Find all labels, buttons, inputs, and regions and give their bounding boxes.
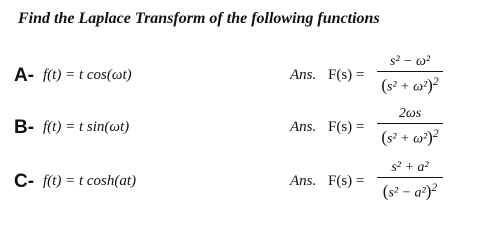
transform-fraction	[375, 158, 445, 201]
fraction-numerator: 2ωs	[398, 106, 422, 121]
denominator-power: 2	[431, 181, 438, 194]
fraction-numerator: s² + a²	[391, 160, 429, 175]
fraction-denominator: $(s^2 - a^2)^2$	[382, 181, 438, 201]
transform-fraction	[375, 104, 445, 147]
answer-label: Ans.	[290, 119, 317, 135]
page-heading: Find the Laplace Transform of the following functions	[18, 10, 380, 27]
denominator-inner: s² − a²	[388, 185, 426, 201]
denominator-inner: s² + ω²	[386, 79, 428, 95]
answer-label: Ans.	[290, 173, 317, 189]
function-expression: f(t) = t sin(ωt)	[43, 119, 130, 135]
function-expression: f(t) = t cosh(at)	[43, 173, 137, 189]
transform-lhs: F(s) =	[328, 119, 365, 135]
fraction-denominator: $(s^2 + \omega^2)^2$	[381, 75, 439, 95]
problem-row-c	[0, 158, 503, 208]
transform-fraction	[375, 52, 445, 95]
answer-label: Ans.	[290, 67, 317, 83]
problem-letter: A-	[14, 65, 35, 86]
problem-letter: B-	[14, 117, 35, 138]
fraction-denominator: $(s^2 + \omega^2)^2$	[381, 127, 439, 147]
function-expression: f(t) = t cos(ωt)	[43, 67, 132, 83]
transform-lhs: F(s) =	[328, 67, 365, 83]
problem-letter: C-	[14, 171, 35, 192]
denominator-power: 2	[432, 75, 439, 88]
denominator-power: 2	[432, 127, 439, 140]
problem-row-b	[0, 104, 503, 154]
fraction-numerator: s² − ω²	[389, 54, 431, 69]
problem-row-a	[0, 52, 503, 102]
denominator-inner: s² + ω²	[386, 131, 428, 147]
transform-lhs: F(s) =	[328, 173, 365, 189]
